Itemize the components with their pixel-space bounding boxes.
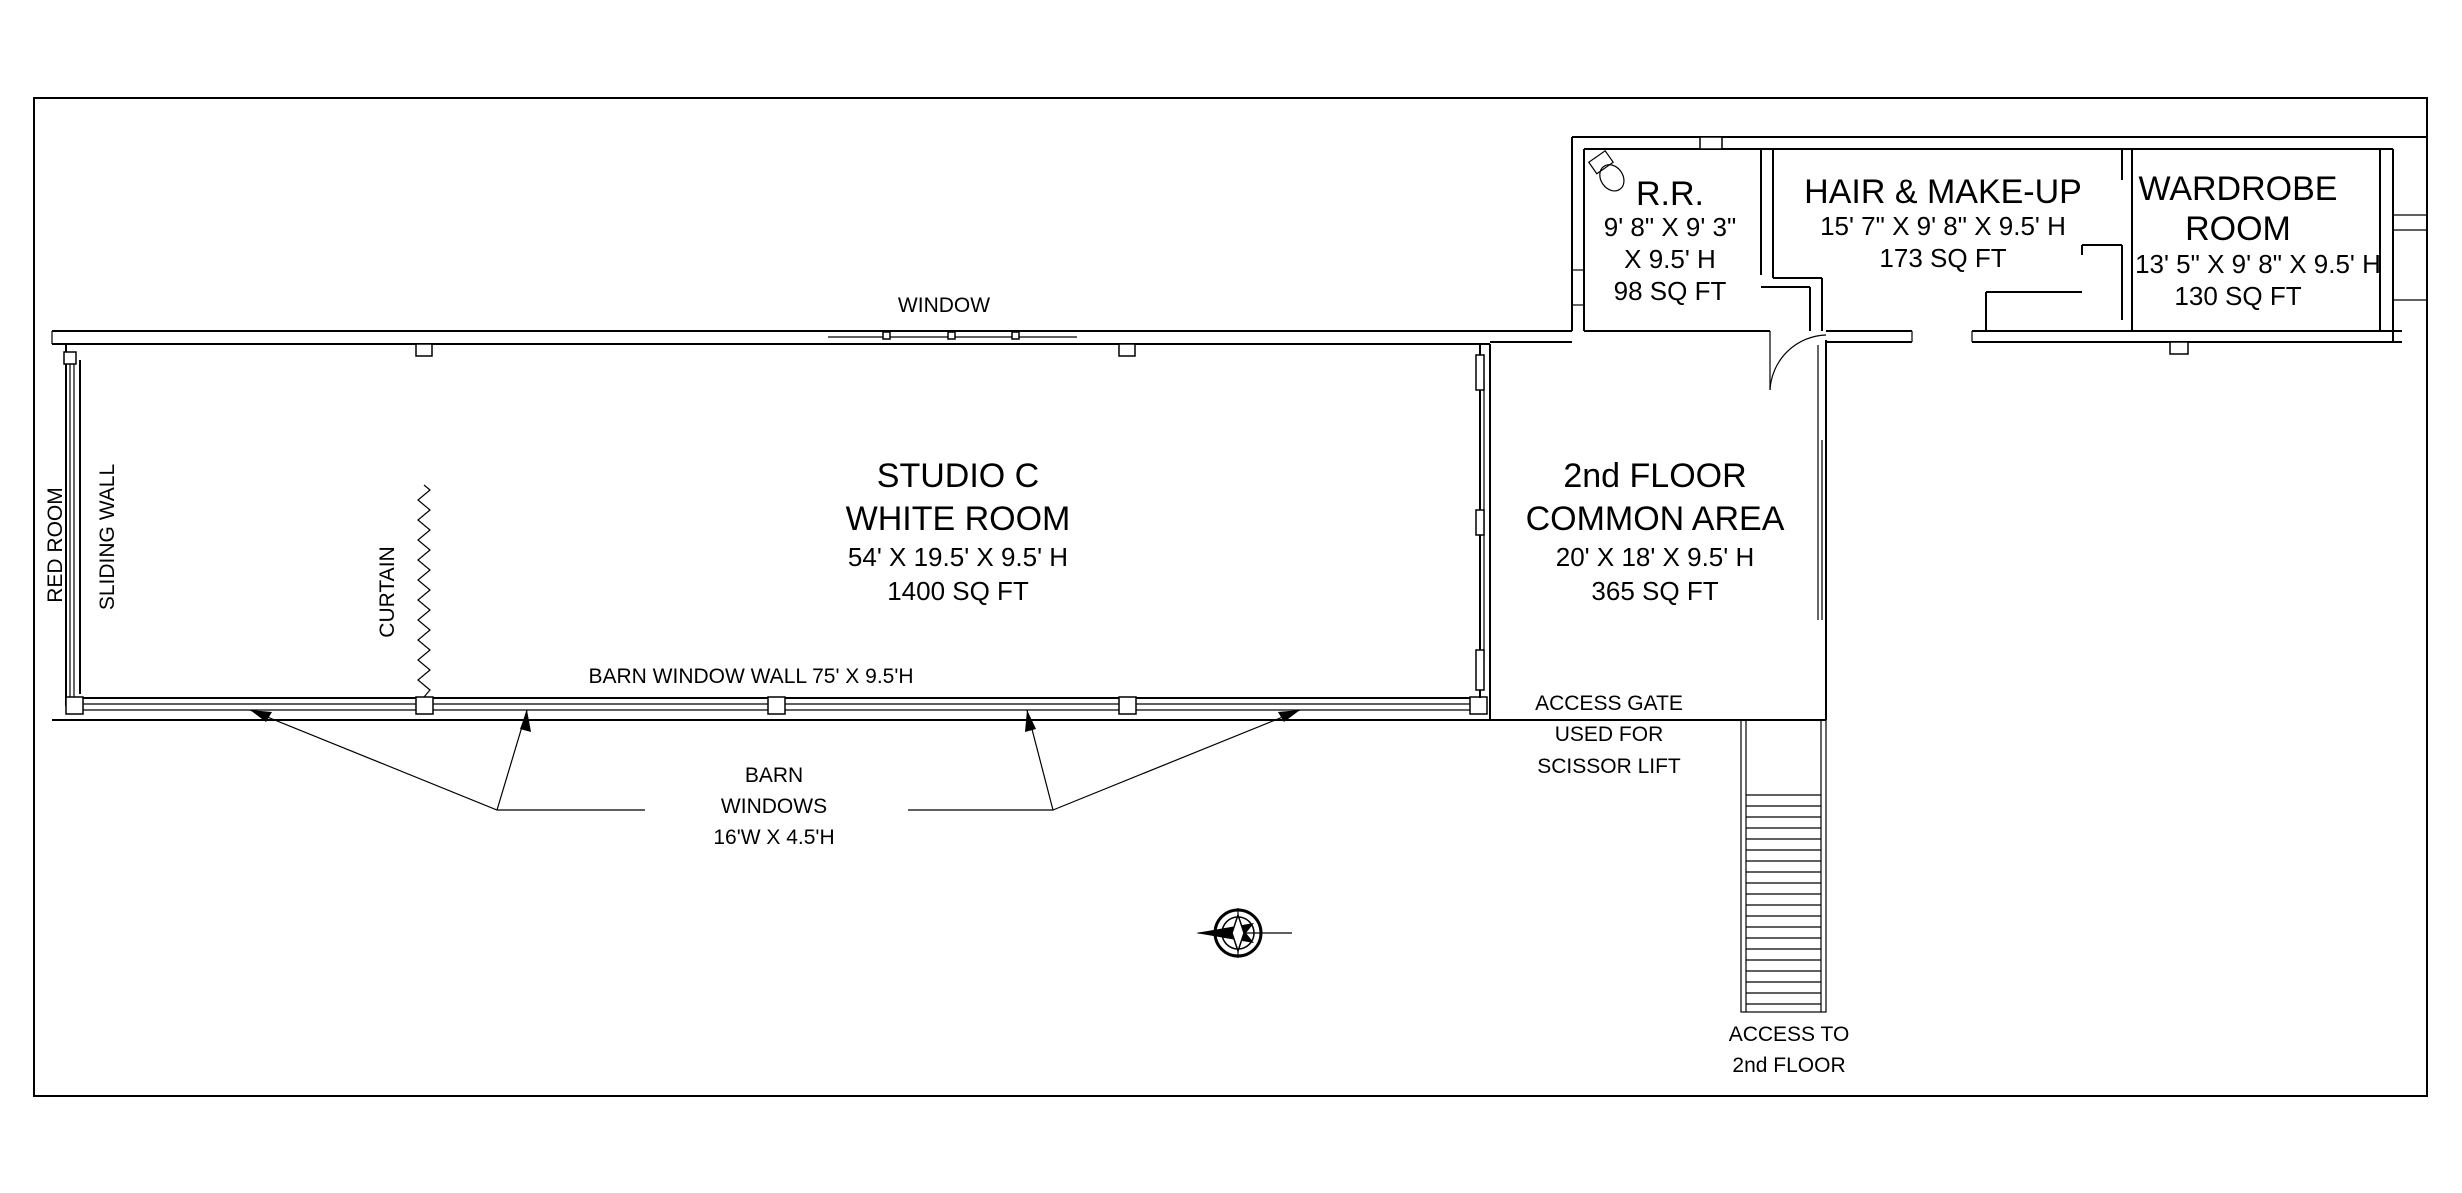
wardrobe-label [2135, 170, 2381, 311]
studio-c-walls [52, 331, 1572, 720]
compass-icon [1196, 908, 1292, 958]
sliding-wall-label: SLIDING WALL [96, 463, 119, 611]
access-gate-label [1535, 692, 1683, 778]
access-gate-line-1: ACCESS GATE [1535, 692, 1683, 715]
access-gate-line-3: SCISSOR LIFT [1537, 755, 1681, 778]
studio-c-name-1: STUDIO C [876, 457, 1040, 495]
wardrobe-dims: 13' 5" X 9' 8" X 9.5' H [2135, 249, 2381, 279]
curtain-line [418, 485, 430, 697]
barn-windows-line-2: WINDOWS [720, 795, 828, 818]
studio-c-name-2: WHITE ROOM [845, 500, 1071, 538]
stairs-to-2nd-floor [1741, 720, 1826, 1012]
curtain-label: CURTAIN [376, 546, 399, 638]
barn-windows-line-1: BARN [744, 764, 804, 787]
common-area-area: 365 SQ FT [1591, 576, 1719, 606]
hair-makeup-area: 173 SQ FT [1879, 243, 2007, 273]
common-area-name-1: 2nd FLOOR [1563, 457, 1747, 495]
restroom-label [1604, 175, 1736, 306]
common-area-dims: 20' X 18' X 9.5' H [1555, 542, 1755, 572]
access-to-2nd-line-1: ACCESS TO [1728, 1023, 1850, 1046]
restroom-dims-1: 9' 8" X 9' 3" [1603, 212, 1737, 242]
restroom-area: 98 SQ FT [1613, 276, 1727, 306]
barn-window-wall-label: BARN WINDOW WALL 75' X 9.5'H [588, 665, 914, 688]
common-area-label [1526, 457, 1785, 606]
studio-c-dims: 54' X 19.5' X 9.5' H [847, 542, 1069, 572]
top-window [828, 332, 1077, 339]
barn-windows-line-3: 16'W X 4.5'H [713, 826, 835, 849]
wardrobe-name-2: ROOM [2185, 210, 2291, 248]
hair-makeup-label [1804, 173, 2082, 273]
barn-windows-label [713, 764, 834, 849]
wardrobe-area: 130 SQ FT [2174, 281, 2302, 311]
hair-makeup-name: HAIR & MAKE-UP [1804, 173, 2082, 211]
studio-c-area: 1400 SQ FT [887, 576, 1029, 606]
studio-c-label [846, 457, 1071, 606]
access-to-2nd-floor-label [1729, 1023, 1850, 1077]
hair-makeup-dims: 15' 7" X 9' 8" X 9.5' H [1820, 211, 2066, 241]
access-gate-line-2: USED FOR [1554, 723, 1664, 746]
window-label: WINDOW [897, 294, 991, 317]
toilet-icon [1588, 150, 1629, 195]
restroom-name: R.R. [1636, 175, 1704, 213]
red-room-label: RED ROOM [44, 487, 67, 603]
common-area-name-2: COMMON AREA [1525, 500, 1785, 538]
wardrobe-name-1: WARDROBE [2138, 170, 2338, 208]
restroom-dims-2: X 9.5' H [1624, 244, 1716, 274]
access-to-2nd-line-2: 2nd FLOOR [1732, 1054, 1846, 1077]
